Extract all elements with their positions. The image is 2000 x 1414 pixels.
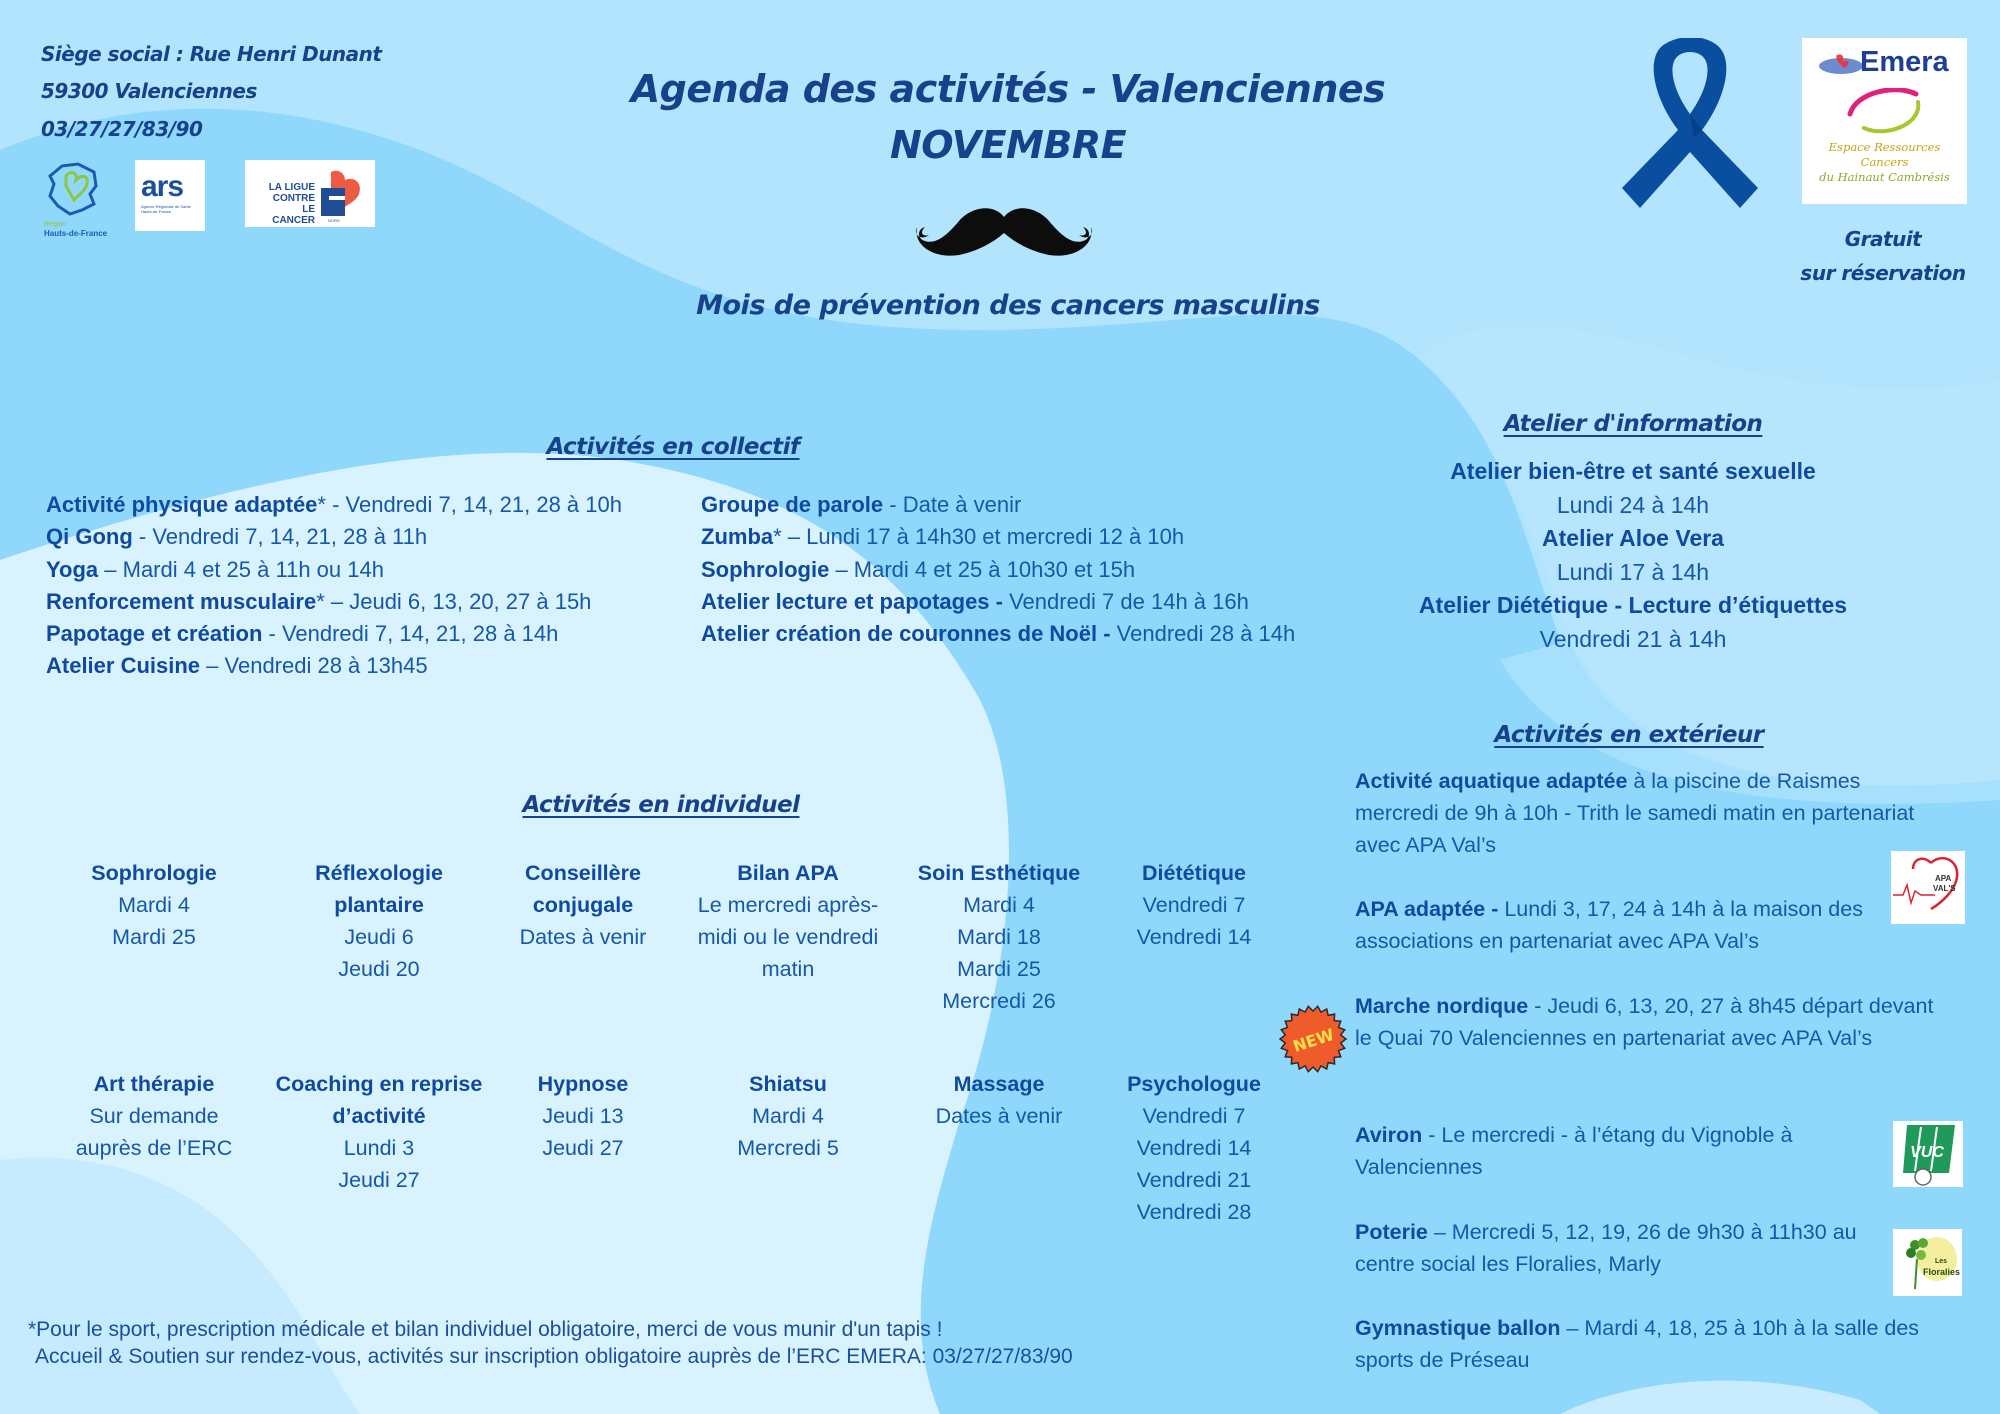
- list-item: Atelier création de couronnes de Noël - Vendredi 28 à 14h: [701, 621, 1296, 647]
- emera-flower-icon: [1816, 50, 1866, 78]
- individuel-activity: [483, 857, 683, 953]
- section-title-collectif: Activités en collectif: [546, 434, 800, 460]
- activity-date: Jeudi 27: [542, 1136, 624, 1160]
- vuc-text: VUC: [1910, 1144, 1944, 1161]
- individuel-activity: [274, 1068, 484, 1196]
- activity-name: Hypnose: [537, 1072, 629, 1096]
- activity-date: Dates à venir: [935, 1104, 1063, 1128]
- mustache-icon: [913, 205, 1095, 261]
- emera-line1: Espace Ressources: [1828, 140, 1941, 154]
- list-item: Renforcement musculaire* – Jeudi 6, 13, 20, 27 à 15h: [46, 588, 592, 614]
- activity-date: Jeudi 20: [338, 957, 420, 981]
- ligue-emblem-icon: [319, 168, 369, 220]
- list-item: Qi Gong - Vendredi 7, 14, 21, 28 à 11h: [46, 524, 428, 550]
- activity-date: Vendredi 7: [1142, 1104, 1246, 1128]
- ligue-line3: LE CANCER: [272, 204, 315, 226]
- free-line1: Gratuit: [1844, 227, 1922, 251]
- ligue-line2: CONTRE: [272, 193, 315, 204]
- footer-note-contact: Accueil & Soutien sur rendez-vous, activités sur inscription obligatoire auprès de l’ERC EMERA: 03/27/27/83/90: [35, 1345, 1073, 1368]
- individuel-activity: [899, 1068, 1099, 1132]
- list-item: Groupe de parole - Date à venir: [701, 492, 1022, 517]
- activity-name: Art thérapie: [93, 1072, 215, 1096]
- section-title-information: Atelier d'information: [1503, 411, 1763, 437]
- region-name: Hauts-de-France: [44, 229, 108, 238]
- activity-name: Bilan APA: [737, 861, 839, 885]
- page-title: Agenda des activités - Valenciennes: [630, 67, 1386, 111]
- flower-icon: [1893, 1229, 1962, 1296]
- floralies-text1: Les: [1935, 1258, 1948, 1265]
- month-title: NOVEMBRE: [889, 123, 1127, 167]
- activity-date: Mardi 25: [112, 925, 196, 949]
- activity-date: Vendredi 7: [1142, 893, 1246, 917]
- vals-text: VAL'S: [1933, 884, 1956, 893]
- exterieur-item: Aviron - Le mercredi - à l’étang du Vignoble à Valenciennes: [1355, 1123, 1793, 1179]
- apa-vals-logo: [1891, 851, 1965, 924]
- free-line2: sur réservation: [1800, 261, 1966, 285]
- activity-date: Jeudi 13: [542, 1104, 624, 1128]
- footer-note-sport: *Pour le sport, prescription médicale et bilan individuel obligatoire, merci de vous munir d'un tapis !: [28, 1318, 943, 1341]
- ligue-contre-le-cancer-logo: [245, 160, 375, 227]
- ars-text: ars: [141, 170, 184, 203]
- region-hauts-de-france-logo: [44, 160, 116, 238]
- ars-tagline: Agence Régionale de Santé Hauts-de-France: [141, 204, 191, 214]
- heart-pulse-icon: [1891, 851, 1965, 924]
- list-item: Sophrologie – Mardi 4 et 25 à 10h30 et 15h: [701, 556, 1136, 582]
- section-title-exterieur: Activités en extérieur: [1494, 722, 1764, 748]
- info-item-name: Atelier Aloe Vera: [1542, 525, 1724, 551]
- activity-date: Mardi 4: [963, 893, 1035, 917]
- address-line1: Siège social : Rue Henri Dunant: [41, 42, 382, 66]
- activity-date: Sur demande auprès de l’ERC: [75, 1104, 233, 1160]
- list-item: Yoga – Mardi 4 et 25 à 11h ou 14h: [46, 556, 384, 582]
- activity-date: Mercredi 5: [737, 1136, 839, 1160]
- collectif-column-2: [701, 489, 1295, 650]
- ligue-sub: NORD: [328, 218, 340, 223]
- activity-name: Diététique: [1142, 861, 1246, 885]
- activity-name: Réflexologie plantaire: [315, 861, 443, 917]
- activity-date: Vendredi 14: [1136, 925, 1252, 949]
- section-title-individuel: Activités en individuel: [522, 792, 800, 818]
- emera-swoosh-icon: [1846, 88, 1922, 138]
- region-label: Région: [44, 221, 67, 228]
- activity-date: Mardi 4: [752, 1104, 824, 1128]
- emera-line3: du Hainaut Cambrésis: [1819, 170, 1950, 184]
- new-badge-icon: [1278, 1004, 1348, 1074]
- list-item: Atelier lecture et papotages - Vendredi 7 de 14h à 16h: [701, 588, 1249, 614]
- france-heart-icon: [44, 160, 104, 216]
- information-list: [1353, 455, 1913, 656]
- collectif-column-1: [46, 489, 622, 683]
- ars-logo: [135, 160, 205, 231]
- individuel-activity: [274, 857, 484, 985]
- activity-date: Lundi 3: [343, 1136, 415, 1160]
- activity-name: Conseillère conjugale: [525, 861, 641, 917]
- individuel-activity: [683, 1068, 893, 1164]
- list-item: Zumba* – Lundi 17 à 14h30 et mercredi 12 à 10h: [701, 524, 1185, 550]
- floralies-text2: Floralies: [1923, 1267, 1961, 1277]
- emera-logo: [1802, 38, 1967, 204]
- page-subtitle: Mois de prévention des cancers masculins: [696, 290, 1320, 321]
- activity-name: Soin Esthétique: [917, 861, 1081, 885]
- list-item: Papotage et création - Vendredi 7, 14, 21, 28 à 14h: [46, 621, 559, 647]
- info-item-name: Atelier Diététique - Lecture d’étiquettes: [1418, 592, 1848, 618]
- ligue-line1: LA LIGUE: [268, 182, 315, 193]
- individuel-activity: [683, 857, 893, 985]
- info-item-date: Lundi 24 à 14h: [1556, 491, 1710, 518]
- activity-date: Jeudi 6: [344, 925, 414, 949]
- activity-date: Vendredi 21: [1136, 1168, 1252, 1192]
- phone-number: 03/27/27/83/90: [41, 117, 203, 141]
- activity-date: Mardi 25: [957, 957, 1041, 981]
- exterieur-item: Marche nordique - Jeudi 6, 13, 20, 27 à 8h45 départ devant le Quai 70 Valenciennes en partenariat avec APA Val’s: [1355, 994, 1934, 1050]
- activity-name: Sophrologie: [91, 861, 217, 885]
- new-badge-text: NEW: [1290, 1024, 1337, 1056]
- individuel-activity: [1094, 857, 1294, 953]
- exterieur-item: APA adaptée - Lundi 3, 17, 24 à 14h à la maison des associations en partenariat avec APA Val’s: [1355, 897, 1863, 953]
- activity-date: Jeudi 27: [338, 1168, 420, 1192]
- free-notice: [1783, 222, 1983, 290]
- info-item-name: Atelier bien-être et santé sexuelle: [1450, 458, 1816, 484]
- info-item-date: Lundi 17 à 14h: [1556, 558, 1710, 585]
- info-item-date: Vendredi 21 à 14h: [1539, 625, 1727, 652]
- individuel-activity: [1094, 1068, 1294, 1228]
- activity-date: Le mercredi après-midi ou le vendredi matin: [697, 893, 879, 981]
- floralies-logo: [1893, 1229, 1962, 1296]
- activity-date: Mardi 18: [957, 925, 1041, 949]
- individuel-activity: [54, 1068, 254, 1164]
- activity-name: Shiatsu: [749, 1072, 827, 1096]
- exterieur-item: Activité aquatique adaptée à la piscine de Raismes mercredi de 9h à 10h - Trith le samedi matin en partenariat avec APA Val’s: [1355, 769, 1915, 857]
- exterieur-item: Poterie – Mercredi 5, 12, 19, 26 de 9h30 à 11h30 au centre social les Floralies, Marly: [1355, 1220, 1857, 1276]
- activity-name: Massage: [953, 1072, 1045, 1096]
- activity-date: Vendredi 14: [1136, 1136, 1252, 1160]
- activity-name: Coaching en reprise d’activité: [275, 1072, 483, 1128]
- exterieur-item: Gymnastique ballon – Mardi 4, 18, 25 à 10h à la salle des sports de Préseau: [1355, 1316, 1920, 1372]
- apa-text: APA: [1935, 874, 1952, 883]
- individuel-activity: [899, 857, 1099, 1017]
- list-item: Activité physique adaptée* - Vendredi 7, 14, 21, 28 à 10h: [46, 492, 622, 517]
- activity-date: Mercredi 26: [942, 989, 1056, 1013]
- individuel-activity: [483, 1068, 683, 1164]
- activity-date: Dates à venir: [519, 925, 647, 949]
- address-line2: 59300 Valenciennes: [41, 79, 257, 103]
- vuc-emblem-icon: [1893, 1121, 1963, 1187]
- emera-line2: Cancers: [1860, 155, 1909, 169]
- vuc-logo: [1893, 1121, 1963, 1187]
- emera-name: Emera: [1860, 46, 1949, 78]
- activity-date: Mardi 4: [118, 893, 190, 917]
- blue-ribbon-icon: [1622, 38, 1758, 208]
- list-item: Atelier Cuisine – Vendredi 28 à 13h45: [46, 653, 428, 679]
- activity-name: Psychologue: [1127, 1072, 1261, 1096]
- activity-date: Vendredi 28: [1136, 1200, 1252, 1224]
- individuel-activity: [54, 857, 254, 953]
